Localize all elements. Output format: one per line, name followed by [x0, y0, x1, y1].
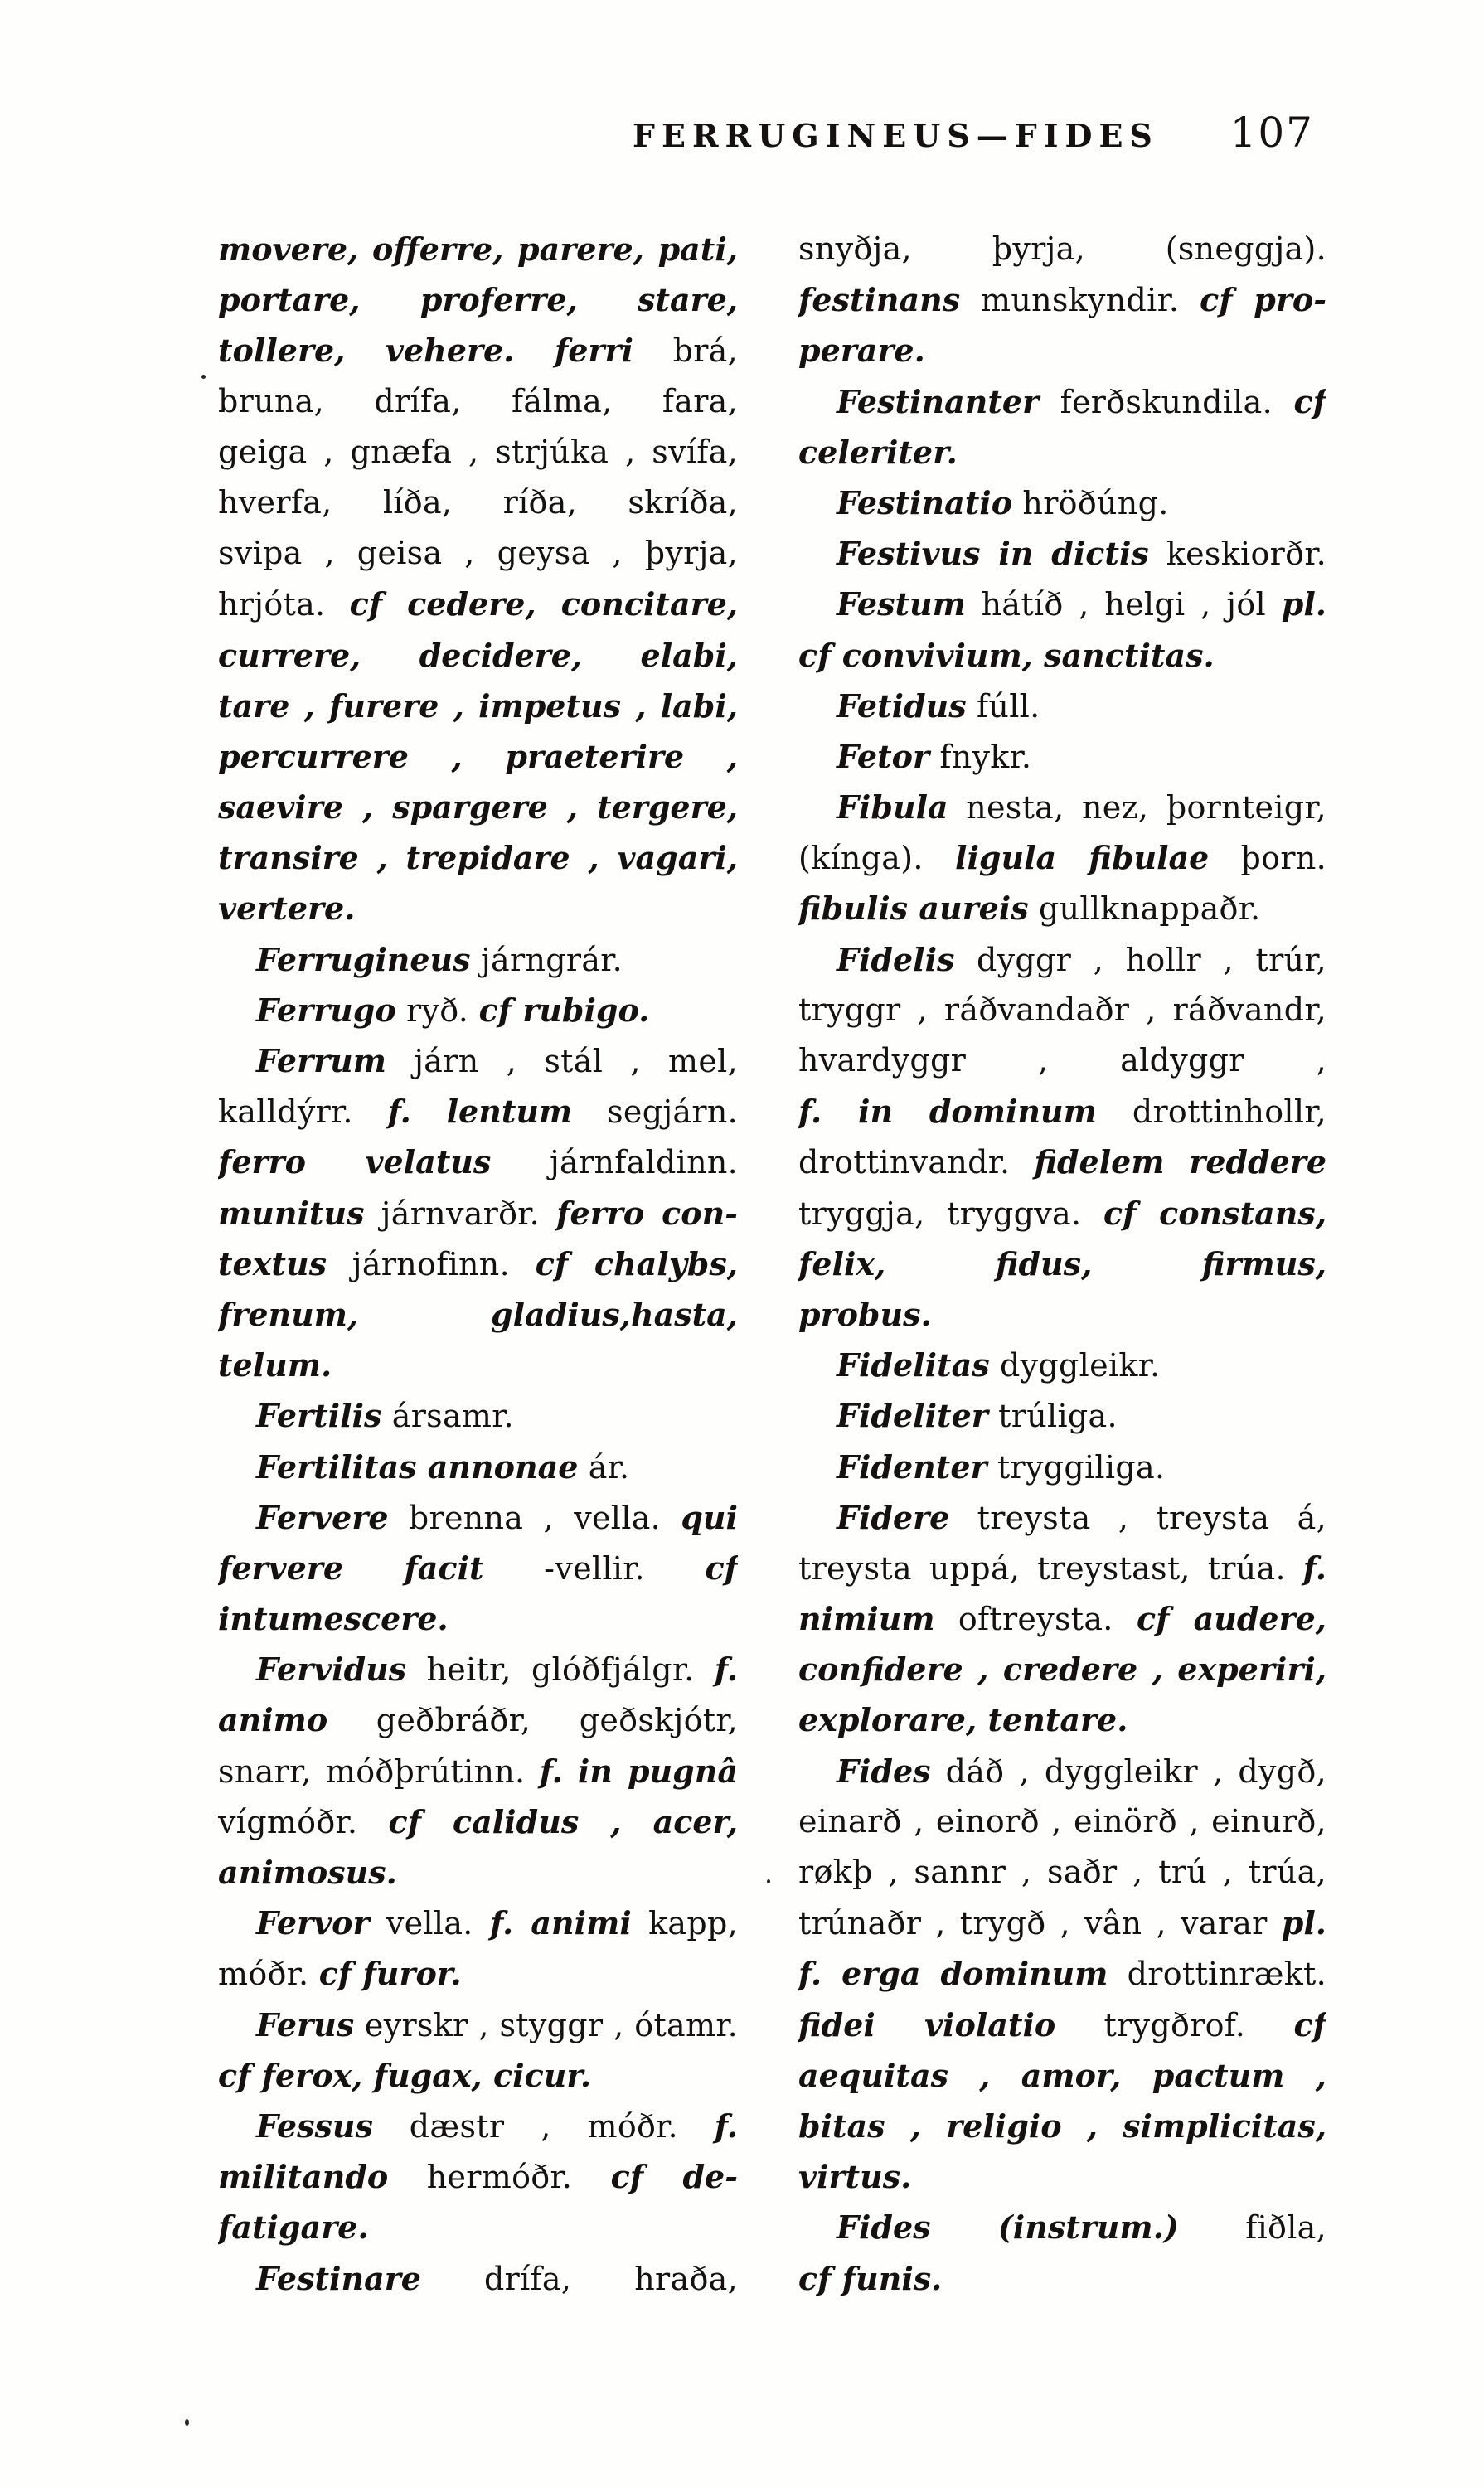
right-text-column: [798, 224, 1326, 2304]
dictionary-line: [798, 934, 1326, 985]
latin-text: Fides (instrum.): [837, 2208, 1179, 2247]
latin-text: ferri: [514, 332, 633, 370]
latin-text: f. in dominum: [798, 1093, 1097, 1131]
latin-text: f. animi: [490, 1904, 632, 1942]
icelandic-text: trúliga.: [987, 1398, 1118, 1435]
dictionary-line: [798, 1340, 1326, 1390]
latin-text: Festinare: [256, 2259, 421, 2297]
latin-text: animo: [218, 1701, 328, 1739]
icelandic-text: hvardyggr , aldyggr ,: [798, 1042, 1326, 1079]
dictionary-line: [798, 427, 1326, 478]
dictionary-line: [798, 1492, 1326, 1543]
icelandic-text: snyðja, þyrja, (sneggja).: [798, 230, 1326, 267]
icelandic-text: kalldýrr.: [218, 1093, 388, 1131]
latin-text: Fidenter: [837, 1447, 987, 1486]
dictionary-line: [218, 1593, 738, 1644]
ink-speck: [201, 375, 206, 379]
ink-speck: [185, 2419, 189, 2426]
icelandic-text: fiðla,: [1245, 2209, 1326, 2247]
icelandic-text: drottinvandr.: [798, 1144, 1035, 1181]
latin-text: cf furor.: [318, 1955, 462, 1993]
icelandic-text: ár.: [578, 1448, 630, 1486]
dictionary-line: [798, 2000, 1326, 2050]
latin-text: qui: [681, 1498, 738, 1536]
icelandic-text: gullknappaðr.: [1028, 890, 1261, 928]
dictionary-line: [218, 1188, 738, 1239]
latin-text: transire , trepidare , vagari,: [218, 839, 738, 877]
icelandic-text: einarð , einorð , einörð , einurð,: [798, 1802, 1326, 1840]
latin-text: Fertilitas annonae: [256, 1447, 579, 1486]
icelandic-text: geðbráðr, geðskjótr,: [376, 1702, 738, 1739]
dictionary-line: [798, 2151, 1326, 2202]
dictionary-line: [798, 274, 1326, 325]
icelandic-text: dyggleikr.: [989, 1347, 1161, 1384]
dictionary-line: [218, 376, 738, 427]
latin-text: aequitas , amor, pactum ,: [798, 2056, 1326, 2094]
dictionary-line: [218, 2151, 738, 2202]
icelandic-text: tryggiliga.: [987, 1448, 1166, 1486]
latin-text: celeriter.: [798, 433, 958, 471]
icelandic-text: drottinrækt.: [1108, 1956, 1326, 1993]
latin-text: ferro con-: [556, 1194, 738, 1232]
icelandic-text: járnvarðr.: [364, 1195, 557, 1232]
dictionary-line: [218, 883, 738, 933]
dictionary-line: [798, 630, 1326, 681]
dictionary-line: [798, 325, 1326, 376]
latin-text: festinans: [798, 281, 961, 319]
icelandic-text: heitr, glóðfjálgr.: [406, 1651, 715, 1689]
icelandic-text: trygðrof.: [1055, 2006, 1294, 2043]
dictionary-line: [218, 985, 738, 1035]
icelandic-text: keskiorðr.: [1148, 536, 1326, 573]
dictionary-line: [218, 1948, 738, 1999]
latin-text: Fetidus: [837, 686, 967, 725]
icelandic-text: ársamr.: [381, 1398, 514, 1435]
dictionary-line: [218, 782, 738, 832]
dictionary-line: [218, 579, 738, 629]
dictionary-line: [798, 1898, 1326, 1948]
latin-text: cf calidus , acer,: [388, 1802, 738, 1840]
icelandic-text: vígmóðr.: [218, 1803, 389, 1840]
icelandic-text: dæstr , móðr.: [372, 2107, 715, 2145]
latin-text: cf convivium, sanctitas.: [798, 636, 1215, 674]
dictionary-line: [218, 2202, 738, 2252]
latin-text: f.: [714, 2106, 738, 2145]
latin-text: fidelem reddere: [1034, 1143, 1326, 1181]
latin-text: Fides: [837, 1752, 931, 1790]
latin-text: confidere , credere , experiri,: [798, 1651, 1326, 1689]
dictionary-line: [798, 1289, 1326, 1340]
latin-text: cf pro-: [1200, 281, 1326, 319]
ink-speck: [767, 1879, 770, 1883]
icelandic-text: ferðskundila.: [1039, 383, 1294, 420]
latin-text: Fertilis: [256, 1397, 382, 1435]
dictionary-line: [218, 731, 738, 782]
latin-text: cf ferox, fugax, cicur.: [218, 2056, 592, 2094]
dictionary-line: [798, 883, 1326, 933]
icelandic-text: hröðúng.: [1012, 484, 1169, 521]
latin-text: cf: [1293, 382, 1326, 420]
icelandic-text: járnfaldinn.: [491, 1144, 738, 1181]
dictionary-line: [218, 1086, 738, 1137]
latin-text: currere, decidere, elabi,: [218, 636, 738, 674]
latin-text: cf constans,: [1103, 1194, 1326, 1232]
dictionary-line: [798, 224, 1326, 274]
latin-text: cf: [1293, 2005, 1326, 2043]
dictionary-line: [218, 427, 738, 478]
latin-text: Fideliter: [837, 1397, 988, 1435]
latin-text: tollere, vehere.: [218, 332, 515, 370]
dictionary-line: [218, 478, 738, 528]
icelandic-text: dyggr , hollr , trúr,: [954, 941, 1326, 978]
latin-text: fibulis aureis: [798, 890, 1029, 928]
dictionary-line: [798, 1239, 1326, 1289]
latin-text: pl.: [1281, 585, 1326, 623]
latin-text: Festum: [837, 585, 966, 623]
icelandic-text: snarr, móðþrútinn.: [218, 1753, 540, 1790]
dictionary-line: [798, 1796, 1326, 1847]
dictionary-line: [798, 2101, 1326, 2151]
dictionary-line: [798, 1137, 1326, 1187]
latin-text: ligula fibulae: [955, 839, 1210, 877]
icelandic-text: treysta , treysta á,: [949, 1499, 1326, 1536]
icelandic-text: bruna, drífa, fálma, fara,: [218, 382, 738, 419]
icelandic-text: járnofinn.: [326, 1245, 536, 1282]
dictionary-line: [798, 731, 1326, 782]
dictionary-line: [798, 1035, 1326, 1086]
latin-text: perare.: [798, 332, 925, 370]
latin-text: fervere facit: [218, 1549, 484, 1587]
icelandic-text: hátíð , helgi , jól: [965, 586, 1282, 623]
dictionary-line: [798, 1442, 1326, 1492]
icelandic-text: oftreysta.: [934, 1601, 1137, 1638]
dictionary-line: [218, 2101, 738, 2151]
dictionary-line: [798, 2202, 1326, 2252]
dictionary-line: [218, 2050, 738, 2101]
dictionary-line: [218, 1289, 738, 1340]
latin-text: saevire , spargere , tergere,: [218, 788, 738, 827]
dictionary-line: [218, 1847, 738, 1898]
icelandic-text: geiga , gnæfa , strjúka , svífa,: [218, 433, 738, 470]
dictionary-line: [218, 832, 738, 883]
icelandic-text: drottinhollr,: [1096, 1093, 1326, 1131]
latin-text: Ferrum: [256, 1042, 386, 1079]
dictionary-line: [218, 1694, 738, 1745]
latin-text: cf funis.: [798, 2259, 943, 2297]
latin-text: Fetor: [837, 737, 929, 775]
dictionary-line: [218, 528, 738, 579]
icelandic-text: tryggja, tryggva.: [798, 1195, 1104, 1232]
latin-text: cf cedere, concitare,: [349, 585, 738, 623]
latin-text: Fidere: [837, 1498, 950, 1536]
latin-text: Ferrugineus: [256, 940, 471, 978]
dictionary-line: [798, 1390, 1326, 1441]
dictionary-line: [798, 2050, 1326, 2101]
dictionary-line: [218, 1239, 738, 1289]
latin-text: Fervor: [256, 1904, 370, 1942]
dictionary-line: [798, 782, 1326, 832]
dictionary-line: [798, 1543, 1326, 1593]
latin-text: cf rubigo.: [478, 991, 650, 1029]
dictionary-line: [798, 1746, 1326, 1796]
dictionary-line: [218, 1035, 738, 1086]
icelandic-text: járngrár.: [470, 941, 623, 978]
dictionary-line: [218, 1390, 738, 1441]
icelandic-text: nesta, nez, þornteigr,: [948, 789, 1326, 827]
latin-text: nimium: [798, 1600, 935, 1638]
latin-text: movere, offerre, parere, pati,: [218, 230, 738, 268]
latin-text: Fibula: [837, 788, 948, 827]
latin-text: telum.: [218, 1346, 332, 1384]
icelandic-text: røkþ , sannr , saðr , trú , trúa,: [798, 1854, 1326, 1890]
icelandic-text: hermóðr.: [388, 2159, 611, 2196]
dictionary-line: [218, 1442, 738, 1492]
latin-text: Fessus: [256, 2106, 373, 2145]
latin-text: Festinanter: [837, 382, 1040, 420]
dictionary-line: [218, 1340, 738, 1390]
icelandic-text: -vellir.: [483, 1549, 706, 1587]
icelandic-text: fnykr.: [929, 738, 1032, 775]
icelandic-text: segjárn.: [572, 1093, 738, 1131]
icelandic-text: munskyndir.: [960, 282, 1200, 319]
latin-text: munitus: [218, 1194, 365, 1232]
icelandic-text: brá,: [633, 332, 738, 370]
dictionary-line: [218, 224, 738, 274]
latin-text: ferro velatus: [218, 1143, 492, 1181]
latin-text: cf de-: [610, 2158, 738, 2196]
dictionary-line: [218, 1644, 738, 1694]
latin-text: militando: [218, 2158, 389, 2196]
dictionary-line: [798, 1644, 1326, 1694]
dictionary-line: [798, 1847, 1326, 1898]
dictionary-line: [798, 579, 1326, 629]
dictionary-line: [798, 478, 1326, 528]
dictionary-line: [798, 2253, 1326, 2304]
latin-text: Fervere: [256, 1498, 389, 1536]
latin-text: textus: [218, 1244, 327, 1282]
icelandic-text: eyrskr , styggr , ótamr.: [354, 2006, 738, 2043]
latin-text: cf audere,: [1136, 1600, 1326, 1638]
icelandic-text: treysta uppá, treystast, trúa.: [798, 1549, 1303, 1587]
icelandic-text: tryggr , ráðvandaðr , ráðvandr,: [798, 991, 1326, 1028]
latin-text: Festinatio: [837, 483, 1013, 521]
icelandic-text: ryð.: [395, 991, 479, 1029]
dictionary-line: [798, 1694, 1326, 1745]
dictionary-line: [218, 1746, 738, 1796]
icelandic-text: svipa , geisa , geysa , þyrja,: [218, 535, 738, 572]
icelandic-text: járn , stál , mel,: [386, 1043, 738, 1079]
icelandic-text: trúnaðr , trygð , vân , varar: [798, 1905, 1282, 1942]
latin-text: tare , furere , impetus , labi,: [218, 686, 738, 725]
dictionary-line: [218, 325, 738, 376]
latin-text: bitas , religio , simplicitas,: [798, 2106, 1326, 2145]
latin-text: virtus.: [798, 2158, 912, 2196]
page-number: 107: [1229, 109, 1314, 157]
latin-text: intumescere.: [218, 1600, 449, 1638]
latin-text: fatigare.: [218, 2208, 369, 2247]
icelandic-text: (kínga).: [798, 840, 956, 877]
dictionary-line: [218, 1796, 738, 1847]
latin-text: f.: [1302, 1549, 1326, 1587]
dictionary-line: [218, 1543, 738, 1593]
latin-text: frenum, gladius,hasta,: [218, 1295, 738, 1333]
dictionary-line: [798, 832, 1326, 883]
latin-text: explorare, tentare.: [798, 1701, 1128, 1739]
latin-text: felix, fidus, firmus,: [798, 1244, 1326, 1282]
dictionary-line: [798, 1593, 1326, 1644]
icelandic-text: vella.: [369, 1905, 491, 1942]
icelandic-text: þorn.: [1209, 840, 1326, 877]
latin-text: Fervidus: [256, 1651, 407, 1689]
dictionary-line: [798, 985, 1326, 1035]
icelandic-text: dáð , dyggleikr , dygð,: [930, 1753, 1326, 1790]
latin-text: pl.: [1281, 1904, 1326, 1942]
latin-text: vertere.: [218, 890, 356, 928]
latin-text: f. erga dominum: [798, 1955, 1108, 1993]
dictionary-line: [798, 681, 1326, 731]
latin-text: Festivus in dictis: [837, 535, 1149, 573]
icelandic-text: hrjóta.: [218, 586, 350, 623]
dictionary-line: [218, 1492, 738, 1543]
latin-text: animosus.: [218, 1854, 397, 1891]
dictionary-line: [218, 630, 738, 681]
dictionary-line: [218, 1898, 738, 1948]
dictionary-line: [798, 1188, 1326, 1239]
latin-text: Fidelis: [837, 940, 955, 978]
latin-text: f. in pugnâ: [539, 1752, 738, 1790]
latin-text: portare, proferre, stare,: [218, 281, 738, 319]
latin-text: cf: [705, 1549, 738, 1587]
latin-text: f.: [714, 1651, 738, 1689]
icelandic-text: brenna , vella.: [388, 1499, 681, 1536]
dictionary-line: [218, 2253, 738, 2304]
latin-text: cf chalybs,: [535, 1244, 738, 1282]
latin-text: fidei violatio: [798, 2005, 1056, 2043]
latin-text: probus.: [798, 1295, 932, 1333]
dictionary-line: [798, 1948, 1326, 1999]
dictionary-line: [798, 1086, 1326, 1137]
dictionary-line: [218, 1137, 738, 1187]
latin-text: percurrere , praeterire ,: [218, 737, 738, 775]
dictionary-line: [218, 2000, 738, 2050]
icelandic-text: fúll.: [966, 687, 1040, 725]
icelandic-text: drífa, hraða,: [483, 2260, 738, 2297]
dictionary-line: [798, 376, 1326, 427]
latin-text: Ferus: [256, 2005, 355, 2043]
icelandic-text: móðr.: [218, 1956, 319, 1993]
dictionary-line: [218, 274, 738, 325]
left-text-column: [218, 224, 738, 2304]
dictionary-line: [218, 934, 738, 985]
icelandic-text: kapp,: [631, 1905, 738, 1942]
latin-text: Fidelitas: [837, 1346, 990, 1384]
dictionary-line: [218, 681, 738, 731]
dictionary-line: [798, 528, 1326, 579]
running-head: FERRUGINEUS—FIDES: [633, 117, 1159, 154]
latin-text: Ferrugo: [256, 991, 396, 1029]
icelandic-text: hverfa, líða, ríða, skríða,: [218, 483, 738, 521]
latin-text: f. lentum: [387, 1093, 573, 1131]
